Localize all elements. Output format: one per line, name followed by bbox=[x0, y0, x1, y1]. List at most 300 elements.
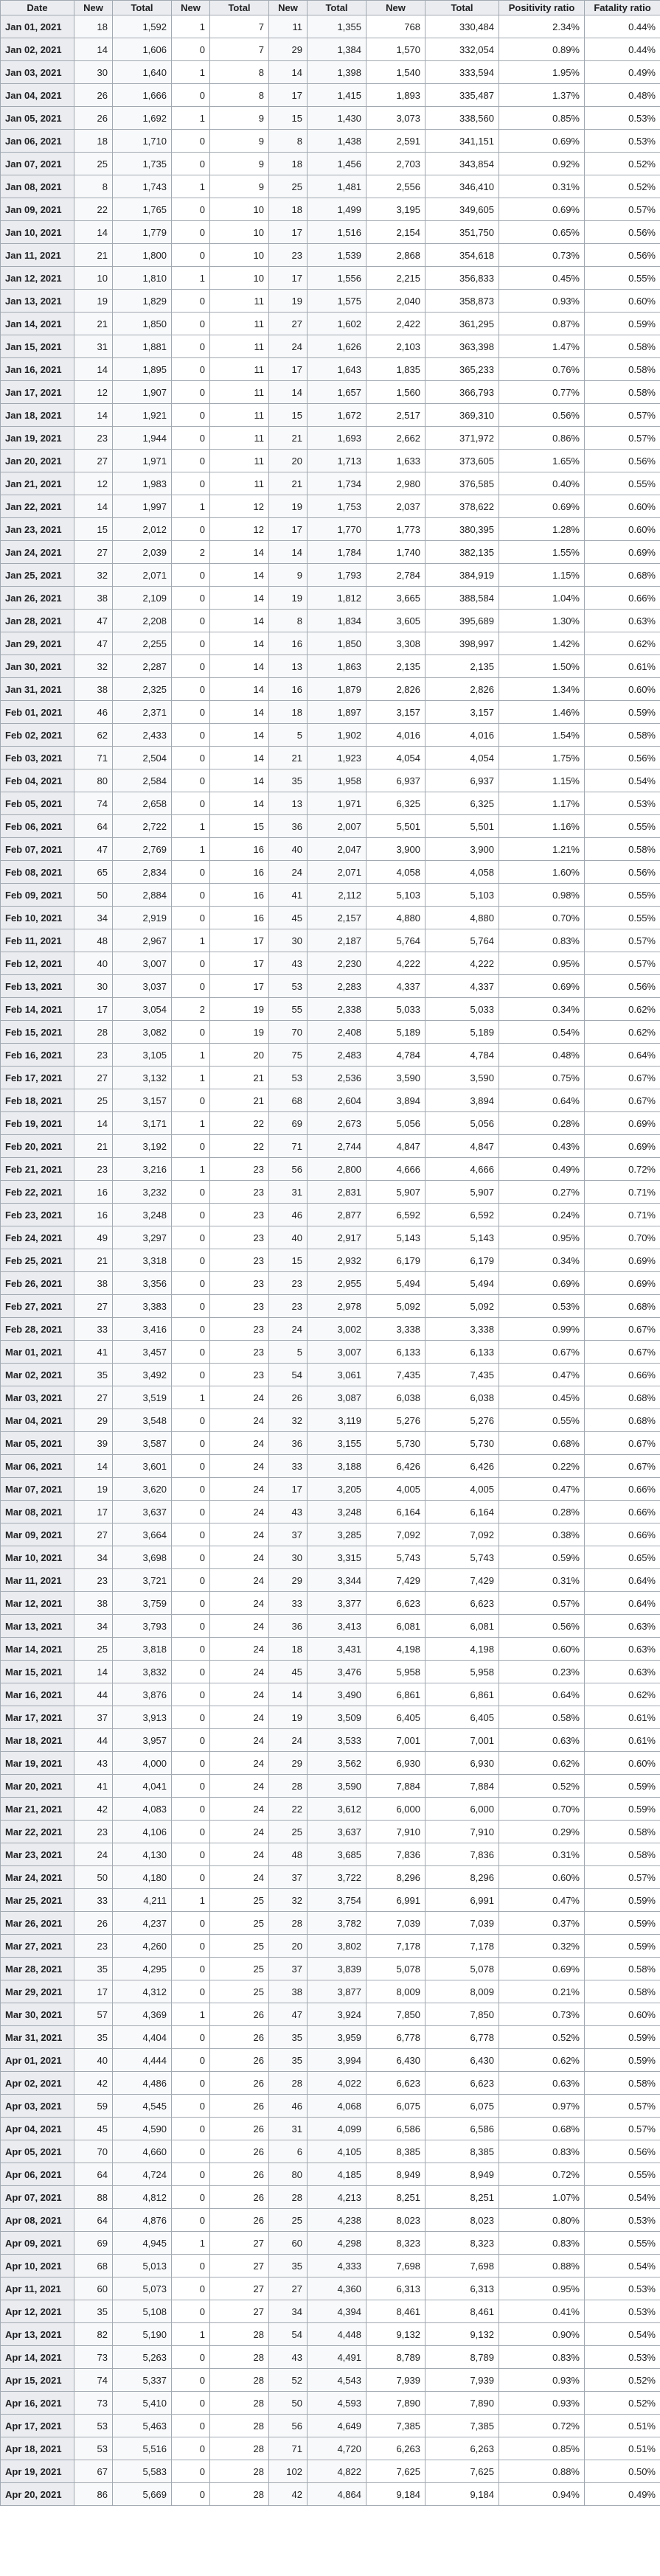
new-cases-cell: 18 bbox=[74, 130, 113, 153]
positivity-ratio-cell: 0.75% bbox=[499, 1067, 585, 1089]
fatality-ratio-cell: 0.67% bbox=[585, 1432, 660, 1455]
positivity-ratio-cell: 1.07% bbox=[499, 2186, 585, 2209]
new-tests-cell: 3,338 bbox=[367, 1318, 425, 1341]
total-recovered-cell: 3,802 bbox=[308, 1935, 367, 1958]
total-recovered-cell: 3,285 bbox=[308, 1523, 367, 1546]
table-row bbox=[1, 907, 660, 929]
new-recovered-cell: 9 bbox=[269, 564, 308, 587]
total-recovered-cell: 2,071 bbox=[308, 861, 367, 884]
new-tests-cell: 3,900 bbox=[367, 838, 425, 861]
positivity-ratio-cell: 1.46% bbox=[499, 701, 585, 724]
new-deaths-cell: 0 bbox=[172, 2300, 210, 2323]
total-recovered-cell: 3,315 bbox=[308, 1546, 367, 1569]
new-cases-cell: 30 bbox=[74, 975, 113, 998]
fatality-ratio-cell: 0.68% bbox=[585, 1386, 660, 1409]
positivity-ratio-cell: 0.40% bbox=[499, 472, 585, 495]
total-tests-cell: 363,398 bbox=[425, 335, 499, 358]
fatality-ratio-cell: 0.64% bbox=[585, 1569, 660, 1592]
total-tests-cell: 7,435 bbox=[425, 1364, 499, 1386]
total-cases-cell: 3,620 bbox=[113, 1478, 172, 1501]
new-deaths-cell: 1 bbox=[172, 1067, 210, 1089]
new-recovered-cell: 37 bbox=[269, 1958, 308, 1980]
new-tests-cell: 6,778 bbox=[367, 2026, 425, 2049]
fatality-ratio-cell: 0.49% bbox=[585, 61, 660, 84]
total-recovered-cell: 3,205 bbox=[308, 1478, 367, 1501]
new-cases-cell: 25 bbox=[74, 153, 113, 175]
new-tests-cell: 3,665 bbox=[367, 587, 425, 610]
date-cell: Feb 09, 2021 bbox=[1, 884, 74, 907]
total-tests-cell: 2,135 bbox=[425, 655, 499, 678]
fatality-ratio-cell: 0.58% bbox=[585, 1980, 660, 2003]
new-deaths-cell: 1 bbox=[172, 1112, 210, 1135]
new-cases-cell: 24 bbox=[74, 1843, 113, 1866]
column-header-new-recovered[interactable]: New bbox=[269, 1, 308, 15]
total-tests-cell: 4,337 bbox=[425, 975, 499, 998]
column-header-fatality-ratio[interactable]: Fatality ratio bbox=[585, 1, 660, 15]
table-row bbox=[1, 153, 660, 175]
date-cell: Jan 14, 2021 bbox=[1, 313, 74, 335]
total-cases-cell: 3,318 bbox=[113, 1249, 172, 1272]
date-cell: Mar 21, 2021 bbox=[1, 1798, 74, 1821]
positivity-ratio-cell: 0.86% bbox=[499, 427, 585, 450]
fatality-ratio-cell: 0.54% bbox=[585, 2323, 660, 2346]
new-recovered-cell: 11 bbox=[269, 15, 308, 38]
total-cases-cell: 1,765 bbox=[113, 198, 172, 221]
new-cases-cell: 19 bbox=[74, 1478, 113, 1501]
new-tests-cell: 3,195 bbox=[367, 198, 425, 221]
table-row bbox=[1, 427, 660, 450]
total-tests-cell: 6,586 bbox=[425, 2118, 499, 2140]
new-tests-cell: 1,560 bbox=[367, 381, 425, 404]
total-cases-cell: 1,921 bbox=[113, 404, 172, 427]
column-header-date[interactable]: Date bbox=[1, 1, 74, 15]
table-row bbox=[1, 2072, 660, 2095]
table-row bbox=[1, 2483, 660, 2506]
new-tests-cell: 7,939 bbox=[367, 2369, 425, 2392]
new-deaths-cell: 0 bbox=[172, 313, 210, 335]
new-recovered-cell: 37 bbox=[269, 1523, 308, 1546]
table-row bbox=[1, 198, 660, 221]
total-cases-cell: 3,519 bbox=[113, 1386, 172, 1409]
total-cases-cell: 1,944 bbox=[113, 427, 172, 450]
total-recovered-cell: 1,784 bbox=[308, 541, 367, 564]
total-tests-cell: 6,179 bbox=[425, 1249, 499, 1272]
total-recovered-cell: 1,863 bbox=[308, 655, 367, 678]
new-tests-cell: 6,405 bbox=[367, 1706, 425, 1729]
total-recovered-cell: 2,604 bbox=[308, 1089, 367, 1112]
date-cell: Jan 15, 2021 bbox=[1, 335, 74, 358]
new-cases-cell: 14 bbox=[74, 38, 113, 61]
positivity-ratio-cell: 0.88% bbox=[499, 2460, 585, 2483]
fatality-ratio-cell: 0.62% bbox=[585, 1021, 660, 1044]
date-cell: Apr 20, 2021 bbox=[1, 2483, 74, 2506]
total-cases-cell: 4,211 bbox=[113, 1889, 172, 1912]
column-header-new-tests[interactable]: New bbox=[367, 1, 425, 15]
fatality-ratio-cell: 0.63% bbox=[585, 1638, 660, 1661]
total-recovered-cell: 4,360 bbox=[308, 2277, 367, 2300]
total-cases-cell: 1,850 bbox=[113, 313, 172, 335]
total-recovered-cell: 3,509 bbox=[308, 1706, 367, 1729]
table-row bbox=[1, 815, 660, 838]
total-recovered-cell: 1,575 bbox=[308, 290, 367, 313]
positivity-ratio-cell: 0.52% bbox=[499, 1775, 585, 1798]
table-row bbox=[1, 1569, 660, 1592]
total-deaths-cell: 28 bbox=[210, 2346, 269, 2369]
date-cell: Mar 28, 2021 bbox=[1, 1958, 74, 1980]
date-cell: Jan 16, 2021 bbox=[1, 358, 74, 381]
total-deaths-cell: 24 bbox=[210, 1455, 269, 1478]
positivity-ratio-cell: 0.32% bbox=[499, 1935, 585, 1958]
table-row bbox=[1, 38, 660, 61]
total-tests-cell: 5,958 bbox=[425, 1661, 499, 1683]
new-tests-cell: 7,001 bbox=[367, 1729, 425, 1752]
new-cases-cell: 27 bbox=[74, 541, 113, 564]
total-tests-cell: 7,884 bbox=[425, 1775, 499, 1798]
total-tests-cell: 3,900 bbox=[425, 838, 499, 861]
total-cases-cell: 1,606 bbox=[113, 38, 172, 61]
new-tests-cell: 5,078 bbox=[367, 1958, 425, 1980]
positivity-ratio-cell: 1.34% bbox=[499, 678, 585, 701]
new-deaths-cell: 0 bbox=[172, 2072, 210, 2095]
new-tests-cell: 7,698 bbox=[367, 2255, 425, 2277]
new-tests-cell: 7,890 bbox=[367, 2392, 425, 2415]
fatality-ratio-cell: 0.52% bbox=[585, 153, 660, 175]
positivity-ratio-cell: 0.31% bbox=[499, 1843, 585, 1866]
positivity-ratio-cell: 1.37% bbox=[499, 84, 585, 107]
new-recovered-cell: 17 bbox=[269, 358, 308, 381]
date-cell: Jan 13, 2021 bbox=[1, 290, 74, 313]
new-deaths-cell: 0 bbox=[172, 1249, 210, 1272]
total-deaths-cell: 24 bbox=[210, 1592, 269, 1615]
new-cases-cell: 8 bbox=[74, 175, 113, 198]
new-recovered-cell: 17 bbox=[269, 84, 308, 107]
new-cases-cell: 47 bbox=[74, 632, 113, 655]
total-cases-cell: 2,919 bbox=[113, 907, 172, 929]
total-recovered-cell: 1,834 bbox=[308, 610, 367, 632]
new-recovered-cell: 22 bbox=[269, 1798, 308, 1821]
table-row bbox=[1, 1226, 660, 1249]
new-tests-cell: 7,850 bbox=[367, 2003, 425, 2026]
table-row bbox=[1, 1135, 660, 1158]
column-header-total-tests[interactable]: Total bbox=[425, 1, 499, 15]
date-cell: Jan 23, 2021 bbox=[1, 518, 74, 541]
date-cell: Apr 04, 2021 bbox=[1, 2118, 74, 2140]
new-tests-cell: 7,435 bbox=[367, 1364, 425, 1386]
new-deaths-cell: 0 bbox=[172, 358, 210, 381]
column-header-positivity-ratio[interactable]: Positivity ratio bbox=[499, 1, 585, 15]
total-deaths-cell: 27 bbox=[210, 2277, 269, 2300]
total-cases-cell: 3,171 bbox=[113, 1112, 172, 1135]
table-row bbox=[1, 724, 660, 747]
total-tests-cell: 6,081 bbox=[425, 1615, 499, 1638]
new-tests-cell: 6,081 bbox=[367, 1615, 425, 1638]
new-cases-cell: 23 bbox=[74, 427, 113, 450]
total-deaths-cell: 23 bbox=[210, 1226, 269, 1249]
new-recovered-cell: 37 bbox=[269, 1866, 308, 1889]
total-deaths-cell: 26 bbox=[210, 2209, 269, 2232]
total-recovered-cell: 1,481 bbox=[308, 175, 367, 198]
new-recovered-cell: 47 bbox=[269, 2003, 308, 2026]
new-cases-cell: 82 bbox=[74, 2323, 113, 2346]
total-cases-cell: 3,492 bbox=[113, 1364, 172, 1386]
total-deaths-cell: 14 bbox=[210, 678, 269, 701]
total-tests-cell: 356,833 bbox=[425, 267, 499, 290]
table-row bbox=[1, 975, 660, 998]
total-deaths-cell: 24 bbox=[210, 1661, 269, 1683]
date-cell: Jan 28, 2021 bbox=[1, 610, 74, 632]
new-cases-cell: 33 bbox=[74, 1889, 113, 1912]
table-row bbox=[1, 1089, 660, 1112]
new-cases-cell: 68 bbox=[74, 2255, 113, 2277]
total-cases-cell: 3,416 bbox=[113, 1318, 172, 1341]
total-cases-cell: 4,130 bbox=[113, 1843, 172, 1866]
fatality-ratio-cell: 0.53% bbox=[585, 2300, 660, 2323]
total-cases-cell: 3,037 bbox=[113, 975, 172, 998]
total-tests-cell: 7,178 bbox=[425, 1935, 499, 1958]
total-cases-cell: 2,658 bbox=[113, 792, 172, 815]
new-deaths-cell: 0 bbox=[172, 952, 210, 975]
new-recovered-cell: 56 bbox=[269, 1158, 308, 1181]
date-cell: Feb 03, 2021 bbox=[1, 747, 74, 769]
date-cell: Mar 01, 2021 bbox=[1, 1341, 74, 1364]
new-tests-cell: 4,016 bbox=[367, 724, 425, 747]
column-header-total-recovered[interactable]: Total bbox=[308, 1, 367, 15]
fatality-ratio-cell: 0.57% bbox=[585, 929, 660, 952]
total-tests-cell: 8,385 bbox=[425, 2140, 499, 2163]
total-tests-cell: 333,594 bbox=[425, 61, 499, 84]
table-row bbox=[1, 1432, 660, 1455]
new-recovered-cell: 5 bbox=[269, 1341, 308, 1364]
fatality-ratio-cell: 0.69% bbox=[585, 541, 660, 564]
total-tests-cell: 354,618 bbox=[425, 244, 499, 267]
table-row bbox=[1, 929, 660, 952]
total-deaths-cell: 24 bbox=[210, 1501, 269, 1523]
total-cases-cell: 3,876 bbox=[113, 1683, 172, 1706]
total-cases-cell: 2,109 bbox=[113, 587, 172, 610]
total-cases-cell: 1,743 bbox=[113, 175, 172, 198]
total-cases-cell: 1,640 bbox=[113, 61, 172, 84]
new-deaths-cell: 0 bbox=[172, 130, 210, 153]
positivity-ratio-cell: 0.47% bbox=[499, 1889, 585, 1912]
new-deaths-cell: 0 bbox=[172, 2186, 210, 2209]
total-cases-cell: 3,457 bbox=[113, 1341, 172, 1364]
table-row bbox=[1, 2026, 660, 2049]
table-row bbox=[1, 632, 660, 655]
fatality-ratio-cell: 0.58% bbox=[585, 1821, 660, 1843]
total-tests-cell: 398,997 bbox=[425, 632, 499, 655]
date-cell: Mar 03, 2021 bbox=[1, 1386, 74, 1409]
total-cases-cell: 1,829 bbox=[113, 290, 172, 313]
new-deaths-cell: 0 bbox=[172, 747, 210, 769]
date-cell: Feb 25, 2021 bbox=[1, 1249, 74, 1272]
total-cases-cell: 5,583 bbox=[113, 2460, 172, 2483]
total-tests-cell: 4,666 bbox=[425, 1158, 499, 1181]
new-recovered-cell: 24 bbox=[269, 335, 308, 358]
new-cases-cell: 40 bbox=[74, 952, 113, 975]
new-cases-cell: 44 bbox=[74, 1729, 113, 1752]
date-cell: Jan 22, 2021 bbox=[1, 495, 74, 518]
total-cases-cell: 2,071 bbox=[113, 564, 172, 587]
table-row bbox=[1, 1798, 660, 1821]
total-deaths-cell: 19 bbox=[210, 1021, 269, 1044]
new-tests-cell: 5,056 bbox=[367, 1112, 425, 1135]
total-recovered-cell: 4,864 bbox=[308, 2483, 367, 2506]
positivity-ratio-cell: 0.21% bbox=[499, 1980, 585, 2003]
positivity-ratio-cell: 0.57% bbox=[499, 1592, 585, 1615]
date-cell: Apr 11, 2021 bbox=[1, 2277, 74, 2300]
new-tests-cell: 6,325 bbox=[367, 792, 425, 815]
column-header-total-deaths[interactable]: Total bbox=[210, 1, 269, 15]
new-tests-cell: 1,570 bbox=[367, 38, 425, 61]
total-tests-cell: 380,395 bbox=[425, 518, 499, 541]
date-cell: Jan 02, 2021 bbox=[1, 38, 74, 61]
table-row bbox=[1, 313, 660, 335]
total-deaths-cell: 23 bbox=[210, 1181, 269, 1204]
new-cases-cell: 88 bbox=[74, 2186, 113, 2209]
table-row bbox=[1, 769, 660, 792]
positivity-ratio-cell: 0.58% bbox=[499, 1706, 585, 1729]
positivity-ratio-cell: 0.95% bbox=[499, 952, 585, 975]
total-cases-cell: 2,255 bbox=[113, 632, 172, 655]
fatality-ratio-cell: 0.44% bbox=[585, 38, 660, 61]
new-deaths-cell: 0 bbox=[172, 769, 210, 792]
total-recovered-cell: 1,958 bbox=[308, 769, 367, 792]
new-tests-cell: 2,517 bbox=[367, 404, 425, 427]
total-recovered-cell: 2,157 bbox=[308, 907, 367, 929]
fatality-ratio-cell: 0.56% bbox=[585, 2140, 660, 2163]
column-header-new-deaths[interactable]: New bbox=[172, 1, 210, 15]
fatality-ratio-cell: 0.61% bbox=[585, 1706, 660, 1729]
positivity-ratio-cell: 0.38% bbox=[499, 1523, 585, 1546]
total-deaths-cell: 23 bbox=[210, 1272, 269, 1295]
fatality-ratio-cell: 0.58% bbox=[585, 724, 660, 747]
total-tests-cell: 5,494 bbox=[425, 1272, 499, 1295]
total-tests-cell: 6,623 bbox=[425, 2072, 499, 2095]
column-header-new-cases[interactable]: New bbox=[74, 1, 113, 15]
new-tests-cell: 1,540 bbox=[367, 61, 425, 84]
new-deaths-cell: 0 bbox=[172, 975, 210, 998]
new-deaths-cell: 1 bbox=[172, 2003, 210, 2026]
date-cell: Mar 17, 2021 bbox=[1, 1706, 74, 1729]
total-tests-cell: 6,405 bbox=[425, 1706, 499, 1729]
new-tests-cell: 6,426 bbox=[367, 1455, 425, 1478]
fatality-ratio-cell: 0.67% bbox=[585, 1455, 660, 1478]
new-cases-cell: 26 bbox=[74, 84, 113, 107]
date-cell: Jan 03, 2021 bbox=[1, 61, 74, 84]
new-tests-cell: 5,103 bbox=[367, 884, 425, 907]
total-deaths-cell: 28 bbox=[210, 2369, 269, 2392]
new-deaths-cell: 0 bbox=[172, 1501, 210, 1523]
total-tests-cell: 4,198 bbox=[425, 1638, 499, 1661]
total-recovered-cell: 2,483 bbox=[308, 1044, 367, 1067]
total-deaths-cell: 24 bbox=[210, 1409, 269, 1432]
new-tests-cell: 8,296 bbox=[367, 1866, 425, 1889]
new-cases-cell: 35 bbox=[74, 2300, 113, 2323]
total-cases-cell: 2,371 bbox=[113, 701, 172, 724]
positivity-ratio-cell: 0.23% bbox=[499, 1661, 585, 1683]
new-cases-cell: 23 bbox=[74, 1044, 113, 1067]
positivity-ratio-cell: 0.62% bbox=[499, 2049, 585, 2072]
new-tests-cell: 2,703 bbox=[367, 153, 425, 175]
total-deaths-cell: 16 bbox=[210, 907, 269, 929]
new-deaths-cell: 0 bbox=[172, 472, 210, 495]
total-cases-cell: 4,876 bbox=[113, 2209, 172, 2232]
date-cell: Apr 13, 2021 bbox=[1, 2323, 74, 2346]
new-tests-cell: 5,494 bbox=[367, 1272, 425, 1295]
positivity-ratio-cell: 0.63% bbox=[499, 1729, 585, 1752]
table-row bbox=[1, 2437, 660, 2460]
new-deaths-cell: 1 bbox=[172, 61, 210, 84]
fatality-ratio-cell: 0.69% bbox=[585, 1249, 660, 1272]
table-row bbox=[1, 1935, 660, 1958]
date-cell: Jan 29, 2021 bbox=[1, 632, 74, 655]
total-recovered-cell: 2,007 bbox=[308, 815, 367, 838]
total-recovered-cell: 1,770 bbox=[308, 518, 367, 541]
new-tests-cell: 2,135 bbox=[367, 655, 425, 678]
total-deaths-cell: 11 bbox=[210, 313, 269, 335]
total-cases-cell: 4,404 bbox=[113, 2026, 172, 2049]
new-deaths-cell: 0 bbox=[172, 1478, 210, 1501]
new-deaths-cell: 1 bbox=[172, 15, 210, 38]
total-deaths-cell: 14 bbox=[210, 769, 269, 792]
positivity-ratio-cell: 0.87% bbox=[499, 313, 585, 335]
table-row bbox=[1, 701, 660, 724]
column-header-total-cases[interactable]: Total bbox=[113, 1, 172, 15]
positivity-ratio-cell: 0.67% bbox=[499, 1341, 585, 1364]
new-deaths-cell: 0 bbox=[172, 1523, 210, 1546]
positivity-ratio-cell: 0.88% bbox=[499, 2255, 585, 2277]
total-recovered-cell: 1,713 bbox=[308, 450, 367, 472]
total-recovered-cell: 2,047 bbox=[308, 838, 367, 861]
fatality-ratio-cell: 0.68% bbox=[585, 564, 660, 587]
date-cell: Jan 07, 2021 bbox=[1, 153, 74, 175]
total-deaths-cell: 14 bbox=[210, 655, 269, 678]
table-row bbox=[1, 472, 660, 495]
new-deaths-cell: 0 bbox=[172, 2026, 210, 2049]
total-recovered-cell: 2,917 bbox=[308, 1226, 367, 1249]
table-row bbox=[1, 747, 660, 769]
new-tests-cell: 6,313 bbox=[367, 2277, 425, 2300]
new-deaths-cell: 0 bbox=[172, 1821, 210, 1843]
total-deaths-cell: 16 bbox=[210, 884, 269, 907]
new-recovered-cell: 52 bbox=[269, 2369, 308, 2392]
table-row bbox=[1, 564, 660, 587]
total-cases-cell: 3,157 bbox=[113, 1089, 172, 1112]
new-cases-cell: 47 bbox=[74, 610, 113, 632]
date-cell: Feb 18, 2021 bbox=[1, 1089, 74, 1112]
total-recovered-cell: 4,543 bbox=[308, 2369, 367, 2392]
new-recovered-cell: 18 bbox=[269, 198, 308, 221]
new-recovered-cell: 36 bbox=[269, 1615, 308, 1638]
date-cell: Feb 06, 2021 bbox=[1, 815, 74, 838]
total-cases-cell: 4,106 bbox=[113, 1821, 172, 1843]
new-recovered-cell: 43 bbox=[269, 952, 308, 975]
total-deaths-cell: 24 bbox=[210, 1866, 269, 1889]
new-tests-cell: 4,054 bbox=[367, 747, 425, 769]
new-recovered-cell: 54 bbox=[269, 1364, 308, 1386]
total-deaths-cell: 24 bbox=[210, 1432, 269, 1455]
total-cases-cell: 5,410 bbox=[113, 2392, 172, 2415]
total-cases-cell: 1,666 bbox=[113, 84, 172, 107]
total-deaths-cell: 26 bbox=[210, 2072, 269, 2095]
positivity-ratio-cell: 0.45% bbox=[499, 1386, 585, 1409]
total-tests-cell: 4,016 bbox=[425, 724, 499, 747]
new-tests-cell: 7,429 bbox=[367, 1569, 425, 1592]
new-recovered-cell: 69 bbox=[269, 1112, 308, 1135]
date-cell: Apr 10, 2021 bbox=[1, 2255, 74, 2277]
total-tests-cell: 7,836 bbox=[425, 1843, 499, 1866]
fatality-ratio-cell: 0.55% bbox=[585, 907, 660, 929]
